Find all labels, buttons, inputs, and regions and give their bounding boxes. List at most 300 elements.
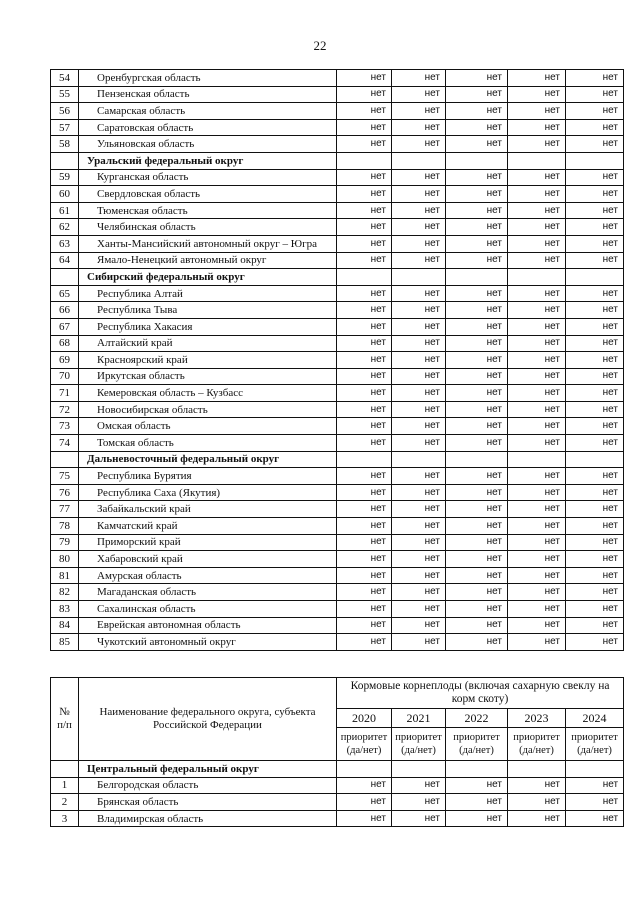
row-number: 82 (51, 584, 79, 601)
priority-value: нет (566, 202, 624, 219)
priority-value: нет (392, 285, 446, 302)
priority-value: нет (337, 385, 392, 402)
priority-value: нет (446, 534, 508, 551)
priority-value: нет (392, 352, 446, 369)
priority-value: нет (446, 352, 508, 369)
priority-value: нет (508, 368, 566, 385)
section-row (51, 761, 624, 778)
priority-value: нет (337, 435, 392, 452)
priority-value: нет (337, 318, 392, 335)
row-number: 78 (51, 518, 79, 535)
priority-value: нет (392, 368, 446, 385)
table-row (51, 70, 624, 87)
priority-value: нет (566, 401, 624, 418)
region-name: Самарская область (79, 103, 337, 120)
table-row (51, 468, 624, 485)
priority-value: нет (446, 484, 508, 501)
section-empty-cell (446, 152, 508, 169)
region-name: Владимирская область (79, 810, 337, 827)
priority-value: нет (566, 385, 624, 402)
region-name: Оренбургская область (79, 70, 337, 87)
priority-value: нет (392, 86, 446, 103)
table-row (51, 186, 624, 203)
priority-value: нет (392, 468, 446, 485)
region-name: Ханты-Мансийский автономный округ – Югра (79, 235, 337, 252)
region-name: Амурская область (79, 567, 337, 584)
priority-value: нет (392, 418, 446, 435)
row-number: 83 (51, 601, 79, 618)
priority-value: нет (392, 551, 446, 568)
priority-value: нет (392, 435, 446, 452)
table-row (51, 777, 624, 794)
priority-value: нет (446, 567, 508, 584)
section-num-cell (51, 451, 79, 468)
region-name: Омская область (79, 418, 337, 435)
priority-value: нет (508, 70, 566, 87)
row-number: 54 (51, 70, 79, 87)
region-name: Саратовская область (79, 119, 337, 136)
section-empty-cell (566, 152, 624, 169)
priority-value: нет (392, 634, 446, 651)
header-year: 2020 (337, 709, 392, 728)
priority-value: нет (392, 219, 446, 236)
priority-value: нет (508, 601, 566, 618)
priority-value: нет (566, 601, 624, 618)
fodder-root-crops-table (50, 677, 624, 827)
priority-value: нет (508, 617, 566, 634)
row-number: 75 (51, 468, 79, 485)
row-number: 85 (51, 634, 79, 651)
table-row (51, 634, 624, 651)
header-priority: приоритет (да/нет) (508, 728, 566, 761)
region-name: Республика Бурятия (79, 468, 337, 485)
priority-value: нет (508, 385, 566, 402)
region-name: Ульяновская область (79, 136, 337, 153)
priority-value: нет (446, 584, 508, 601)
priority-value: нет (446, 335, 508, 352)
section-empty-cell (337, 269, 392, 286)
region-name: Белгородская область (79, 777, 337, 794)
region-name: Тюменская область (79, 202, 337, 219)
priority-value: нет (446, 252, 508, 269)
table-row (51, 103, 624, 120)
table-row (51, 235, 624, 252)
priority-value: нет (508, 634, 566, 651)
priority-value: нет (508, 584, 566, 601)
priority-value: нет (337, 617, 392, 634)
priority-value: нет (337, 468, 392, 485)
table-row (51, 252, 624, 269)
priority-value: нет (446, 601, 508, 618)
priority-value: нет (566, 501, 624, 518)
priority-value: нет (508, 219, 566, 236)
priority-value: нет (337, 634, 392, 651)
priority-value: нет (392, 302, 446, 319)
priority-value: нет (508, 252, 566, 269)
row-number: 3 (51, 810, 79, 827)
section-empty-cell (508, 269, 566, 286)
table-row (51, 518, 624, 535)
priority-value: нет (337, 202, 392, 219)
priority-value: нет (337, 518, 392, 535)
row-number: 2 (51, 794, 79, 811)
header-priority: приоритет (да/нет) (566, 728, 624, 761)
row-number: 71 (51, 385, 79, 402)
region-name: Сахалинская область (79, 601, 337, 618)
section-empty-cell (508, 761, 566, 778)
priority-value: нет (508, 551, 566, 568)
priority-value: нет (392, 119, 446, 136)
priority-value: нет (508, 567, 566, 584)
priority-value: нет (392, 136, 446, 153)
priority-value: нет (392, 518, 446, 535)
priority-value: нет (392, 318, 446, 335)
section-empty-cell (337, 451, 392, 468)
priority-value: нет (446, 318, 508, 335)
region-name: Новосибирская область (79, 401, 337, 418)
region-name: Камчатский край (79, 518, 337, 535)
priority-value: нет (337, 777, 392, 794)
priority-value: нет (508, 169, 566, 186)
priority-value: нет (337, 601, 392, 618)
table-row (51, 401, 624, 418)
section-empty-cell (392, 761, 446, 778)
section-num-cell (51, 761, 79, 778)
priority-value: нет (392, 70, 446, 87)
priority-value: нет (508, 484, 566, 501)
priority-value: нет (337, 418, 392, 435)
table-row (51, 810, 624, 827)
priority-value: нет (566, 518, 624, 535)
row-number: 70 (51, 368, 79, 385)
priority-value: нет (508, 136, 566, 153)
priority-value: нет (446, 285, 508, 302)
table-row (51, 169, 624, 186)
priority-value: нет (508, 501, 566, 518)
priority-value: нет (446, 435, 508, 452)
priority-value: нет (446, 202, 508, 219)
priority-value: нет (508, 534, 566, 551)
table-row (51, 501, 624, 518)
priority-value: нет (392, 103, 446, 120)
priority-value: нет (392, 501, 446, 518)
row-number: 59 (51, 169, 79, 186)
priority-value: нет (566, 335, 624, 352)
table-row (51, 119, 624, 136)
priority-value: нет (446, 119, 508, 136)
priority-value: нет (392, 567, 446, 584)
priority-value: нет (446, 235, 508, 252)
region-name: Республика Алтай (79, 285, 337, 302)
priority-value: нет (392, 202, 446, 219)
priority-value: нет (508, 794, 566, 811)
row-number: 55 (51, 86, 79, 103)
row-number: 74 (51, 435, 79, 452)
priority-value: нет (446, 70, 508, 87)
table-row (51, 567, 624, 584)
priority-value: нет (392, 810, 446, 827)
priority-value: нет (446, 368, 508, 385)
priority-value: нет (566, 252, 624, 269)
region-name: Чукотский автономный округ (79, 634, 337, 651)
priority-value: нет (566, 551, 624, 568)
header-num: № п/п (51, 678, 79, 761)
header-crop-group: Кормовые корнеплоды (включая сахарную свеклу на корм скоту) (337, 678, 624, 709)
priority-value: нет (337, 86, 392, 103)
priority-value: нет (446, 794, 508, 811)
header-priority: приоритет (да/нет) (392, 728, 446, 761)
section-empty-cell (566, 451, 624, 468)
section-empty-cell (337, 152, 392, 169)
priority-value: нет (566, 794, 624, 811)
priority-value: нет (337, 186, 392, 203)
region-name: Свердловская область (79, 186, 337, 203)
priority-value: нет (337, 169, 392, 186)
priority-value: нет (392, 534, 446, 551)
priority-value: нет (337, 810, 392, 827)
priority-value: нет (566, 136, 624, 153)
priority-value: нет (446, 302, 508, 319)
row-number: 1 (51, 777, 79, 794)
header-year: 2021 (392, 709, 446, 728)
priority-value: нет (508, 418, 566, 435)
priority-value: нет (508, 285, 566, 302)
region-name: Красноярский край (79, 352, 337, 369)
priority-value: нет (392, 484, 446, 501)
priority-value: нет (446, 103, 508, 120)
section-title: Центральный федеральный округ (79, 761, 337, 778)
priority-value: нет (566, 86, 624, 103)
table-row (51, 318, 624, 335)
priority-value: нет (508, 777, 566, 794)
section-row (51, 269, 624, 286)
priority-value: нет (566, 169, 624, 186)
priority-value: нет (566, 103, 624, 120)
table-row (51, 617, 624, 634)
region-name: Еврейская автономная область (79, 617, 337, 634)
regions-table-continued (50, 69, 624, 651)
priority-value: нет (337, 368, 392, 385)
priority-value: нет (337, 136, 392, 153)
priority-value: нет (566, 810, 624, 827)
row-number: 80 (51, 551, 79, 568)
priority-value: нет (337, 352, 392, 369)
priority-value: нет (508, 352, 566, 369)
priority-value: нет (508, 435, 566, 452)
header-year: 2024 (566, 709, 624, 728)
priority-value: нет (337, 302, 392, 319)
row-number: 73 (51, 418, 79, 435)
priority-value: нет (337, 567, 392, 584)
priority-value: нет (508, 810, 566, 827)
row-number: 72 (51, 401, 79, 418)
priority-value: нет (566, 584, 624, 601)
section-empty-cell (566, 761, 624, 778)
row-number: 84 (51, 617, 79, 634)
section-num-cell (51, 152, 79, 169)
table-row (51, 368, 624, 385)
section-num-cell (51, 269, 79, 286)
priority-value: нет (392, 777, 446, 794)
priority-value: нет (566, 418, 624, 435)
header-year: 2022 (446, 709, 508, 728)
row-number: 57 (51, 119, 79, 136)
section-title: Дальневосточный федеральный округ (79, 451, 337, 468)
priority-value: нет (566, 484, 624, 501)
row-number: 77 (51, 501, 79, 518)
priority-value: нет (337, 401, 392, 418)
header-priority: приоритет (да/нет) (337, 728, 392, 761)
priority-value: нет (566, 318, 624, 335)
priority-value: нет (566, 235, 624, 252)
region-name: Томская область (79, 435, 337, 452)
table-row (51, 302, 624, 319)
region-name: Республика Хакасия (79, 318, 337, 335)
row-number: 68 (51, 335, 79, 352)
page-number: 22 (313, 38, 327, 53)
section-empty-cell (508, 451, 566, 468)
region-name: Брянская область (79, 794, 337, 811)
region-name: Алтайский край (79, 335, 337, 352)
priority-value: нет (337, 534, 392, 551)
priority-value: нет (566, 567, 624, 584)
row-number: 63 (51, 235, 79, 252)
priority-value: нет (508, 186, 566, 203)
priority-value: нет (337, 219, 392, 236)
priority-value: нет (566, 468, 624, 485)
region-name: Курганская область (79, 169, 337, 186)
priority-value: нет (566, 617, 624, 634)
table-row (51, 551, 624, 568)
table-row (51, 435, 624, 452)
row-number: 79 (51, 534, 79, 551)
priority-value: нет (566, 435, 624, 452)
section-row (51, 152, 624, 169)
priority-value: нет (446, 169, 508, 186)
priority-value: нет (508, 468, 566, 485)
table-row (51, 385, 624, 402)
priority-value: нет (446, 186, 508, 203)
priority-value: нет (446, 634, 508, 651)
priority-value: нет (392, 385, 446, 402)
priority-value: нет (508, 235, 566, 252)
priority-value: нет (446, 219, 508, 236)
region-name: Ямало-Ненецкий автономный округ (79, 252, 337, 269)
priority-value: нет (337, 794, 392, 811)
priority-value: нет (446, 551, 508, 568)
priority-value: нет (508, 401, 566, 418)
row-number: 76 (51, 484, 79, 501)
region-name: Хабаровский край (79, 551, 337, 568)
table-row (51, 202, 624, 219)
priority-value: нет (566, 352, 624, 369)
section-title: Уральский федеральный округ (79, 152, 337, 169)
priority-value: нет (446, 810, 508, 827)
priority-value: нет (566, 186, 624, 203)
region-name: Кемеровская область – Кузбасс (79, 385, 337, 402)
priority-value: нет (508, 318, 566, 335)
table-row (51, 219, 624, 236)
priority-value: нет (508, 518, 566, 535)
section-empty-cell (392, 152, 446, 169)
section-empty-cell (337, 761, 392, 778)
row-number: 65 (51, 285, 79, 302)
section-empty-cell (446, 451, 508, 468)
priority-value: нет (566, 534, 624, 551)
priority-value: нет (446, 136, 508, 153)
priority-value: нет (566, 777, 624, 794)
row-number: 60 (51, 186, 79, 203)
section-empty-cell (392, 269, 446, 286)
section-empty-cell (446, 761, 508, 778)
table-row (51, 534, 624, 551)
priority-value: нет (337, 584, 392, 601)
region-name: Магаданская область (79, 584, 337, 601)
region-name: Приморский край (79, 534, 337, 551)
section-title: Сибирский федеральный округ (79, 269, 337, 286)
region-name: Челябинская область (79, 219, 337, 236)
priority-value: нет (508, 86, 566, 103)
priority-value: нет (446, 777, 508, 794)
priority-value: нет (337, 501, 392, 518)
table-row (51, 86, 624, 103)
priority-value: нет (337, 103, 392, 120)
row-number: 69 (51, 352, 79, 369)
table-row (51, 418, 624, 435)
region-name: Республика Тыва (79, 302, 337, 319)
priority-value: нет (446, 385, 508, 402)
priority-value: нет (337, 551, 392, 568)
priority-value: нет (392, 252, 446, 269)
row-number: 61 (51, 202, 79, 219)
region-name: Иркутская область (79, 368, 337, 385)
priority-value: нет (508, 302, 566, 319)
row-number: 58 (51, 136, 79, 153)
section-empty-cell (566, 269, 624, 286)
region-name: Республика Саха (Якутия) (79, 484, 337, 501)
section-empty-cell (446, 269, 508, 286)
region-name: Пензенская область (79, 86, 337, 103)
priority-value: нет (392, 186, 446, 203)
priority-value: нет (446, 401, 508, 418)
section-empty-cell (508, 152, 566, 169)
section-empty-cell (392, 451, 446, 468)
table-row (51, 584, 624, 601)
priority-value: нет (446, 617, 508, 634)
row-number: 64 (51, 252, 79, 269)
priority-value: нет (392, 235, 446, 252)
row-number: 81 (51, 567, 79, 584)
priority-value: нет (446, 518, 508, 535)
table-row (51, 136, 624, 153)
row-number: 62 (51, 219, 79, 236)
priority-value: нет (392, 617, 446, 634)
header-priority: приоритет (да/нет) (446, 728, 508, 761)
priority-value: нет (446, 86, 508, 103)
priority-value: нет (392, 601, 446, 618)
priority-value: нет (566, 285, 624, 302)
priority-value: нет (392, 169, 446, 186)
priority-value: нет (337, 70, 392, 87)
priority-value: нет (392, 584, 446, 601)
header-year: 2023 (508, 709, 566, 728)
priority-value: нет (337, 252, 392, 269)
priority-value: нет (566, 119, 624, 136)
priority-value: нет (446, 418, 508, 435)
priority-value: нет (566, 70, 624, 87)
priority-value: нет (508, 202, 566, 219)
region-name: Забайкальский край (79, 501, 337, 518)
